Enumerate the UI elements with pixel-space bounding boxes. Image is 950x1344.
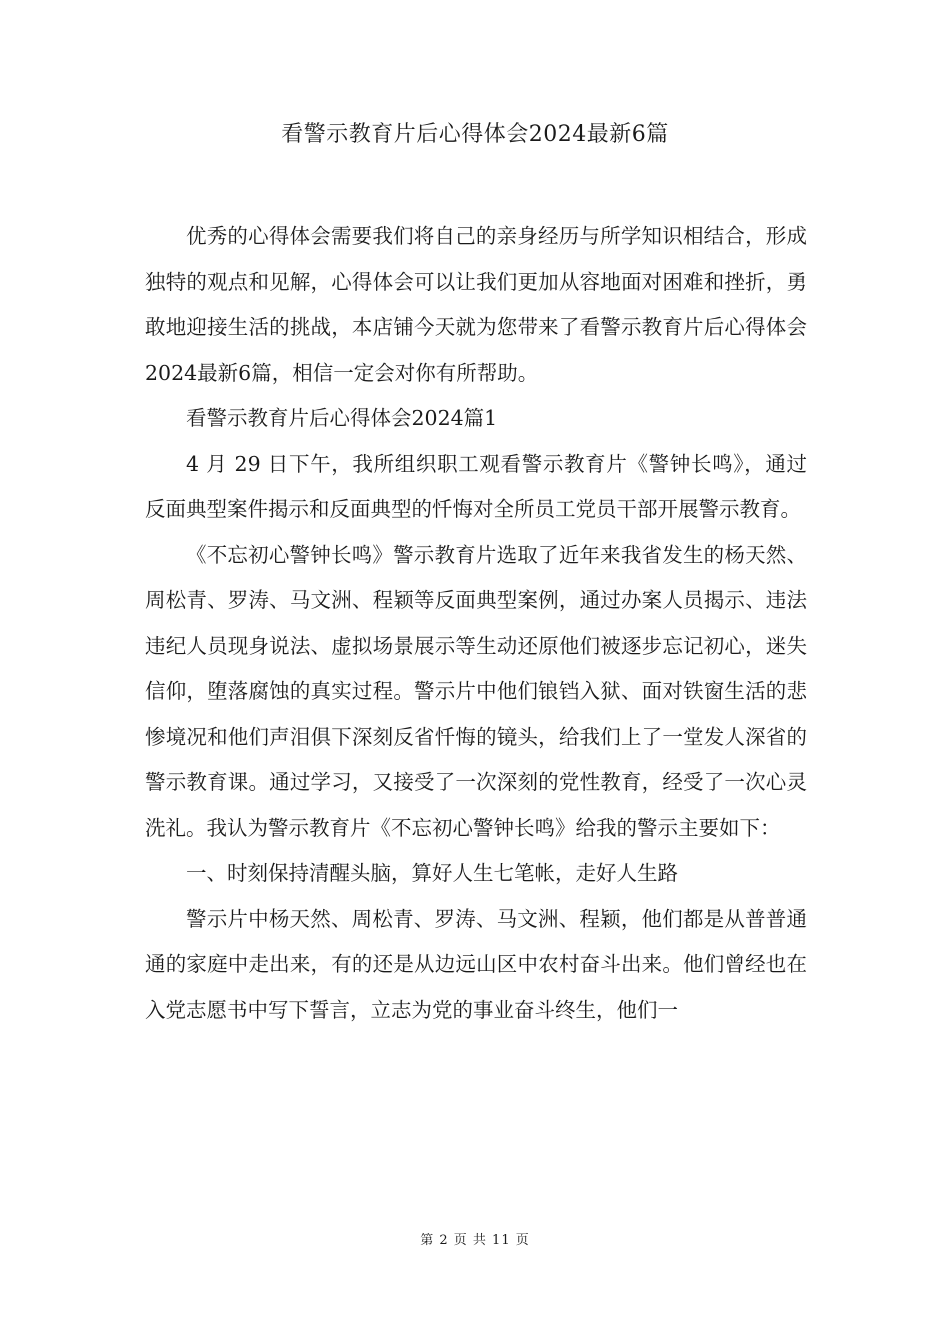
paragraph-film-summary: 《不忘初心警钟长鸣》警示教育片选取了近年来我省发生的杨天然、周松青、罗涛、马文洲、程颖等反面典型案例，通过办案人员揭示、违法违纪人员现身说法、虚拟场景展示等生动还原他们被逐步忘记初心，迷失信仰，堕落腐蚀的真实过程。警示片中他们锒铛入狱、面对铁窗生活的悲惨境况和他们声泪俱下深刻反省忏悔的镜头，给我们上了一堂发人深省的警示教育课。通过学习，又接受了一次深刻的党性教育，经受了一次心灵洗礼。我认为警示教育片《不忘初心警钟长鸣》给我的警示主要如下： — [145, 542, 807, 840]
subheading-point-1: 一、时刻保持清醒头脑，算好人生七笔帐，走好人生路 — [186, 861, 678, 885]
document-body — [145, 214, 807, 1033]
document-title: 看警示教育片后心得体会2024最新6篇 — [281, 122, 669, 147]
paragraph-intro: 优秀的心得体会需要我们将自己的亲身经历与所学知识相结合，形成独特的观点和见解，心得体会可以让我们更加从容地面对困难和挫折，勇敢地迎接生活的挑战，本店铺今天就为您带来了看警示教育片后心得体会2024最新6篇，相信一定会对你有所帮助。 — [145, 224, 807, 385]
section-heading-part-1: 看警示教育片后心得体会2024篇1 — [186, 406, 498, 430]
page-number-footer: 第 2 页 共 11 页 — [420, 1233, 530, 1248]
paragraph-cases: 警示片中杨天然、周松青、罗涛、马文洲、程颖，他们都是从普普通通的家庭中走出来，有的还是从边远山区中农村奋斗出来。他们曾经也在入党志愿书中写下誓言，立志为党的事业奋斗终生，他们一 — [145, 906, 807, 1022]
paragraph-event: 4 月 29 日下午，我所组织职工观看警示教育片《警钟长鸣》，通过反面典型案件揭示和反面典型的忏悔对全所员工党员干部开展警示教育。 — [145, 451, 807, 521]
